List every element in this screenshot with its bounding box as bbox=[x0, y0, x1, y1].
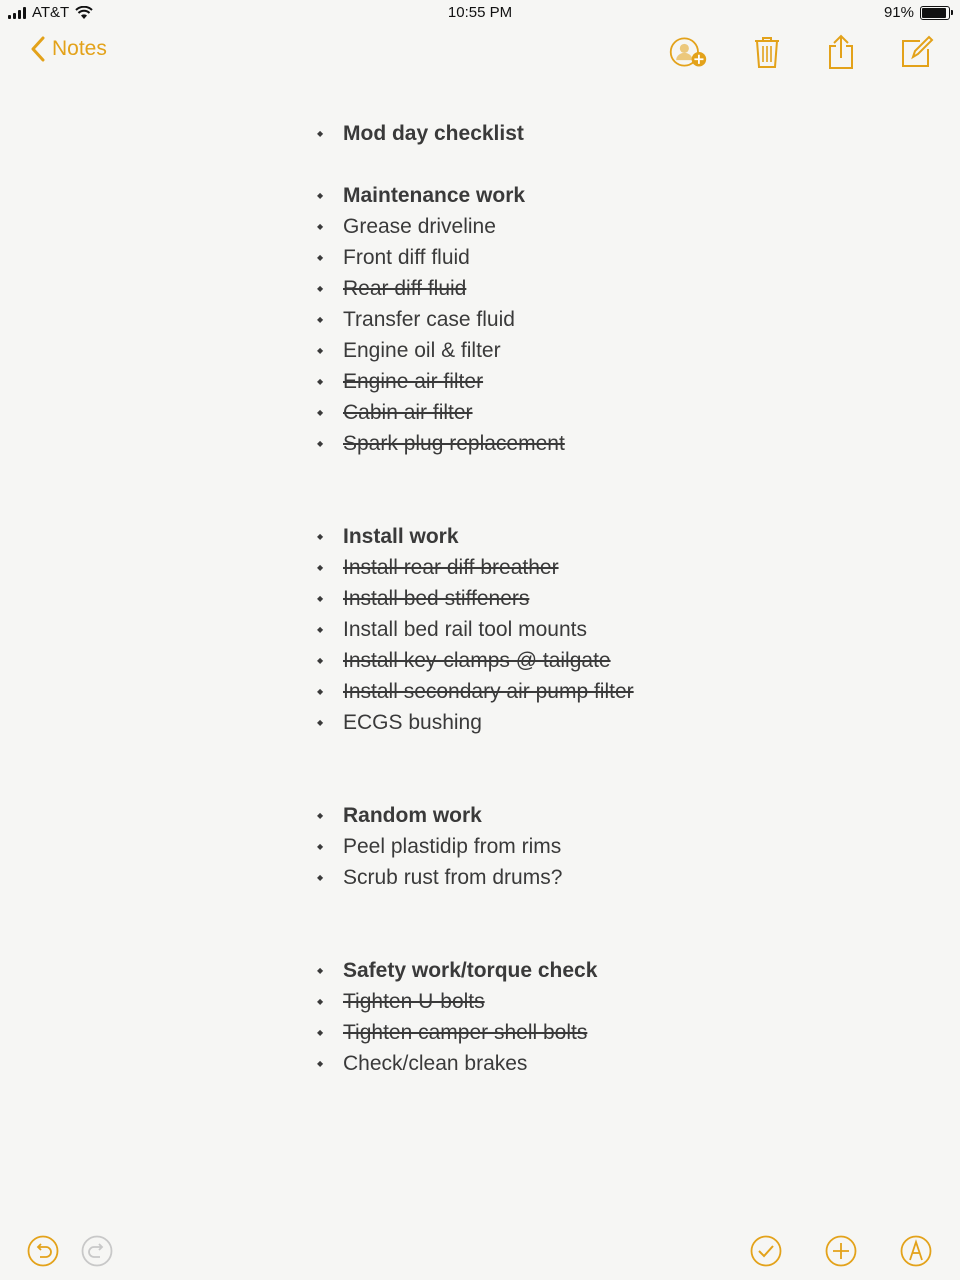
battery-percent: 91% bbox=[883, 4, 914, 21]
checklist-item-text: ECGS bushing bbox=[343, 711, 482, 734]
status-bar bbox=[0, 0, 960, 26]
back-button[interactable] bbox=[30, 36, 107, 62]
trash-icon bbox=[753, 35, 781, 69]
checklist-item-done[interactable] bbox=[314, 645, 874, 676]
undo-icon bbox=[27, 1235, 59, 1267]
checklist-item[interactable] bbox=[314, 707, 874, 738]
checklist-item-done[interactable] bbox=[314, 273, 874, 304]
compose-icon bbox=[900, 35, 934, 69]
checklist-item-done-text: Cabin air filter bbox=[343, 401, 473, 424]
blank-line bbox=[314, 149, 874, 180]
note-title-text: Mod day checklist bbox=[343, 122, 524, 145]
checklist-item-done-text: Install bed stiffeners bbox=[343, 587, 530, 610]
checklist-item-done-text: Tighten camper shell bolts bbox=[343, 1021, 588, 1044]
checklist-item-done-text: Engine air filter bbox=[343, 370, 484, 393]
checklist-item-done-text: Install secondary air pump filter bbox=[343, 680, 634, 703]
checklist-item-text: Scrub rust from drums? bbox=[343, 866, 563, 889]
section-heading[interactable] bbox=[314, 955, 874, 986]
section-heading-text: Maintenance work bbox=[343, 184, 526, 207]
section-heading-text: Install work bbox=[343, 525, 459, 548]
checklist-item-text: Check/clean brakes bbox=[343, 1052, 528, 1075]
checklist-item-text: Grease driveline bbox=[343, 215, 496, 238]
checklist-item[interactable] bbox=[314, 831, 874, 862]
section-heading-text: Random work bbox=[343, 804, 482, 827]
checklist-item[interactable] bbox=[314, 1048, 874, 1079]
blank-line bbox=[314, 924, 874, 955]
add-button[interactable] bbox=[824, 1234, 858, 1268]
checklist-button[interactable] bbox=[749, 1234, 783, 1268]
redo-icon bbox=[81, 1235, 113, 1267]
checklist-item-text: Engine oil & filter bbox=[343, 339, 501, 362]
checklist-item[interactable] bbox=[314, 211, 874, 242]
checklist-item-done[interactable] bbox=[314, 428, 874, 459]
add-people-icon bbox=[668, 32, 708, 72]
checklist-item-done-text: Tighten U-bolts bbox=[343, 990, 485, 1013]
compose-button[interactable] bbox=[897, 32, 937, 72]
delete-button[interactable] bbox=[747, 32, 787, 72]
checklist-item-text: Peel plastidip from rims bbox=[343, 835, 562, 858]
checklist-item[interactable] bbox=[314, 304, 874, 335]
blank-line bbox=[314, 738, 874, 769]
status-time: 10:55 PM bbox=[447, 4, 513, 21]
checklist-item-done[interactable] bbox=[314, 552, 874, 583]
blank-line bbox=[314, 893, 874, 924]
checklist-item-done-text: Spark plug replacement bbox=[343, 432, 565, 455]
blank-line bbox=[314, 459, 874, 490]
checklist-item-done[interactable] bbox=[314, 583, 874, 614]
checklist-item-text: Transfer case fluid bbox=[343, 308, 515, 331]
markup-icon bbox=[900, 1235, 932, 1267]
checklist-item-text: Install bed rail tool mounts bbox=[343, 618, 587, 641]
share-icon bbox=[827, 34, 855, 70]
checklist-item-text: Front diff fluid bbox=[343, 246, 470, 269]
nav-bar bbox=[0, 30, 960, 76]
section-heading[interactable] bbox=[314, 800, 874, 831]
add-people-button[interactable] bbox=[668, 32, 708, 72]
checklist-item-done-text: Rear diff fluid bbox=[343, 277, 467, 300]
checklist-item-done[interactable] bbox=[314, 1017, 874, 1048]
battery-icon bbox=[920, 6, 950, 20]
section-heading-text: Safety work/torque check bbox=[343, 959, 598, 982]
blank-line bbox=[314, 769, 874, 800]
carrier-label: AT&T bbox=[32, 4, 70, 21]
undo-button[interactable] bbox=[26, 1234, 60, 1268]
chevron-left-icon bbox=[30, 36, 46, 62]
checklist-item[interactable] bbox=[314, 614, 874, 645]
checklist-item-done[interactable] bbox=[314, 676, 874, 707]
note-body[interactable] bbox=[314, 118, 874, 1079]
status-right bbox=[884, 4, 950, 21]
checklist-item-done[interactable] bbox=[314, 986, 874, 1017]
back-label: Notes bbox=[52, 37, 107, 60]
share-button[interactable] bbox=[821, 32, 861, 72]
section-heading[interactable] bbox=[314, 180, 874, 211]
checklist-item[interactable] bbox=[314, 335, 874, 366]
blank-line bbox=[314, 490, 874, 521]
add-icon bbox=[825, 1235, 857, 1267]
checklist-item[interactable] bbox=[314, 862, 874, 893]
note-title[interactable] bbox=[314, 118, 874, 149]
redo-button[interactable] bbox=[80, 1234, 114, 1268]
checklist-item-done-text: Install key-clamps @ tailgate bbox=[343, 649, 611, 672]
checklist-item-done[interactable] bbox=[314, 397, 874, 428]
checklist-item-done[interactable] bbox=[314, 366, 874, 397]
checklist-icon bbox=[750, 1235, 782, 1267]
battery-level bbox=[922, 8, 946, 18]
section-heading[interactable] bbox=[314, 521, 874, 552]
checklist-item-done-text: Install rear diff breather bbox=[343, 556, 559, 579]
markup-button[interactable] bbox=[899, 1234, 933, 1268]
checklist-item[interactable] bbox=[314, 242, 874, 273]
